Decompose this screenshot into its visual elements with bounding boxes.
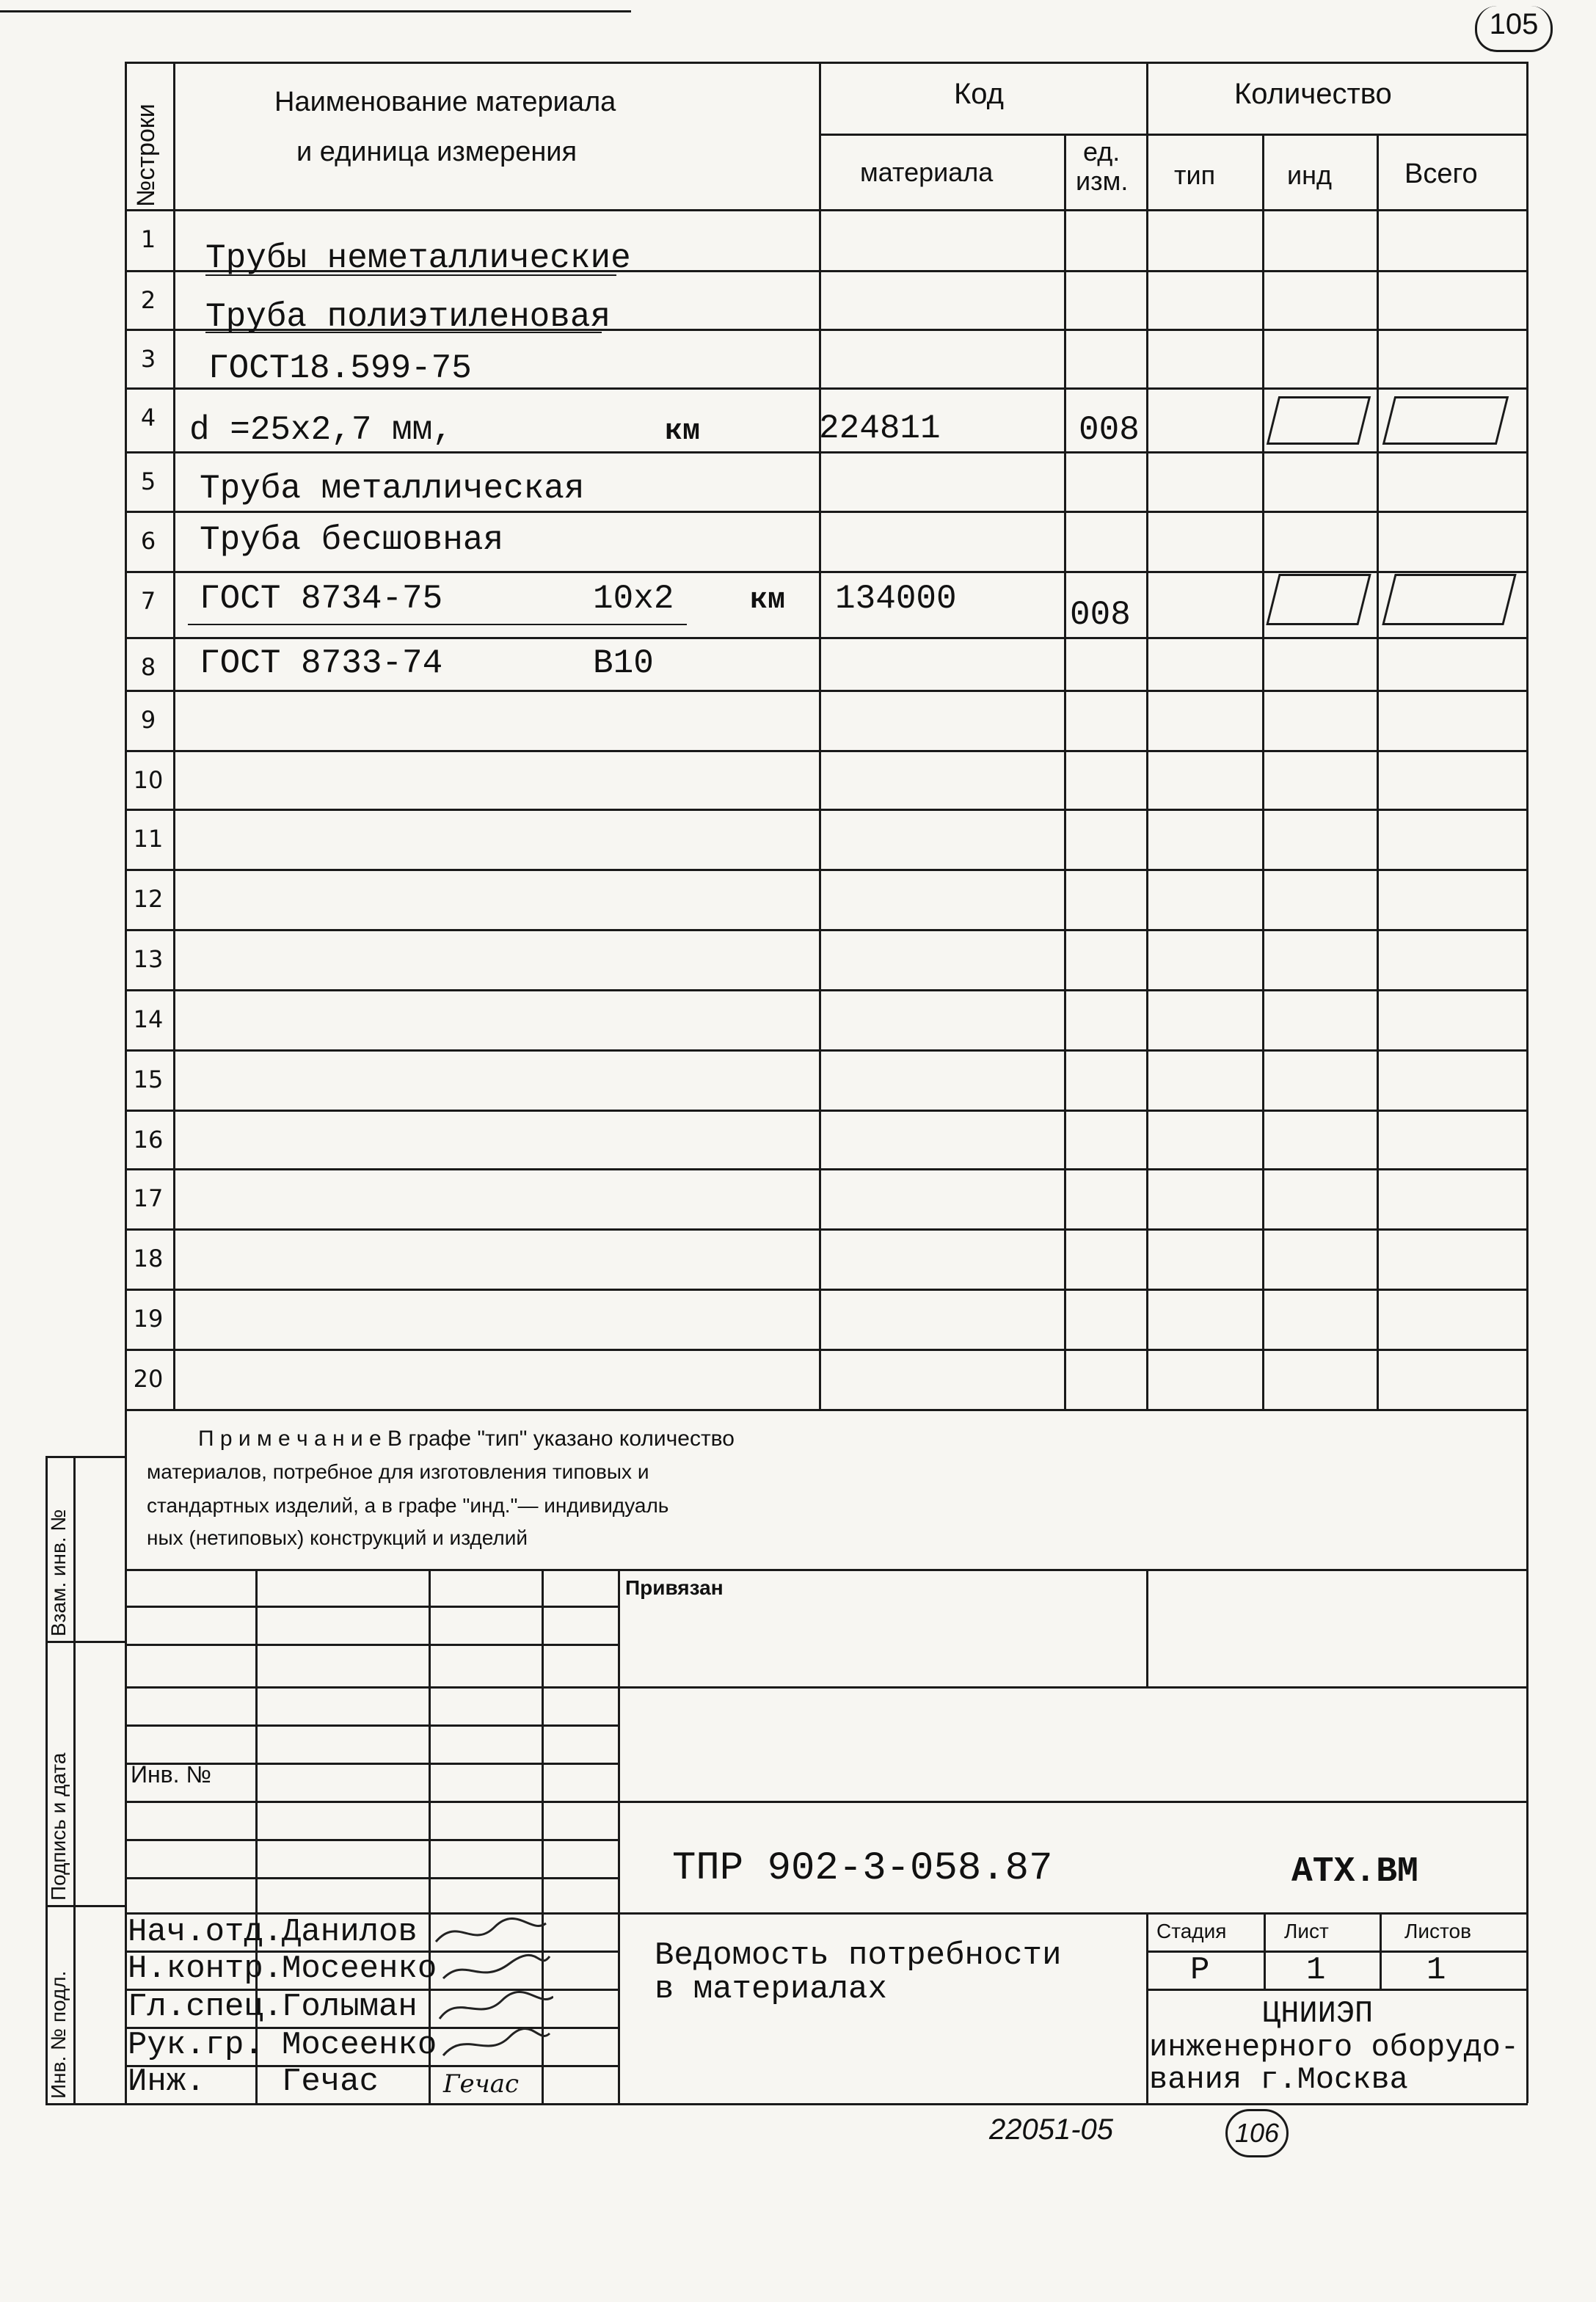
role-engineer: Инж. [128, 2064, 205, 2100]
note-line-1: П р и м е ч а н и е В графе "тип" указано количество [198, 1427, 735, 1451]
row-number: 15 [133, 1066, 164, 1093]
row-4-unit-code: 008 [1079, 411, 1140, 449]
row-separator [125, 809, 1528, 811]
header-name-line2: и единица измерения [296, 136, 577, 167]
row-number: 13 [133, 945, 164, 973]
header-unit-1: ед. [1083, 136, 1121, 167]
row-7-size: 10x2 [593, 580, 674, 618]
header-code: Код [954, 78, 1005, 110]
row-number: 5 [140, 467, 156, 495]
header-total: Всего [1404, 159, 1478, 189]
row-1-name: Трубы неметаллические [205, 239, 631, 277]
name-group-lead: Мосеенко [282, 2027, 437, 2064]
row-separator [125, 571, 1528, 573]
row-number: 3 [140, 345, 156, 373]
row-number: 16 [133, 1126, 164, 1154]
row-separator [125, 929, 1528, 931]
row-number: 14 [133, 1005, 164, 1033]
org-line-1: ЦНИИЭП [1262, 1996, 1374, 2031]
row-separator [125, 869, 1528, 871]
row-4-unit: км [665, 415, 701, 448]
row-number: 7 [140, 587, 156, 615]
header-material: материала [860, 157, 994, 187]
document-code: ТПР 902-3-058.87 [672, 1846, 1053, 1891]
document-mark: АТХ.ВМ [1291, 1852, 1418, 1892]
row-number: 2 [140, 286, 156, 314]
row-number: 4 [140, 404, 156, 431]
row-7-total-box [1382, 574, 1516, 625]
row-7-code: 134000 [835, 580, 957, 618]
row-separator [125, 387, 1528, 390]
row-7-name: ГОСТ 8734-75 [200, 580, 443, 618]
row-4-name: d =25x2,7 мм, [189, 411, 453, 449]
name-engineer: Гечас [282, 2064, 379, 2100]
note-line-3: стандартных изделий, а в графе "инд."— индивидуаль [147, 1494, 669, 1517]
note-line-4: ных (нетиповых) конструкций и изделий [147, 1526, 528, 1549]
row-separator [125, 1110, 1528, 1112]
row-separator [125, 989, 1528, 991]
row-separator [125, 637, 1528, 639]
sheets-header: Листов [1404, 1920, 1471, 1942]
row-7-unit: км [750, 584, 786, 617]
row-number: 1 [140, 225, 156, 253]
privyazan-label: Привязан [625, 1576, 724, 1599]
sheet-value: 1 [1306, 1952, 1326, 1989]
row-separator [125, 1349, 1528, 1351]
role-chief-spec: Гл.спец. [128, 1989, 283, 2025]
org-line-3: вания г.Москва [1149, 2062, 1408, 2097]
row-separator [125, 1168, 1528, 1170]
document-title-1: Ведомость потребности [655, 1937, 1062, 1974]
row-5-name: Труба металлическая [200, 470, 585, 508]
row-separator [125, 451, 1528, 454]
header-type: тип [1174, 160, 1216, 190]
document-title-2: в материалах [655, 1971, 887, 2008]
row-number: 6 [140, 527, 156, 555]
row-3-name: ГОСТ18.599-75 [208, 349, 472, 387]
role-norm-control: Н.контр. [128, 1950, 283, 1987]
row-number: 19 [133, 1305, 164, 1333]
row-separator [125, 1228, 1528, 1231]
name-head-dept: Данилов [282, 1914, 418, 1950]
header-quantity: Количество [1234, 78, 1392, 110]
row-4-type-box [1267, 396, 1371, 445]
row-number: 12 [133, 885, 164, 913]
row-number: 18 [133, 1245, 164, 1272]
side-label-sign-date: Подпись и дата [47, 1752, 70, 1901]
role-group-lead: Рук.гр. [128, 2027, 263, 2064]
row-8-size: В10 [593, 644, 654, 682]
row-2-name: Труба полиэтиленовая [205, 298, 611, 336]
inv-number-label: Инв. № [131, 1761, 211, 1788]
row-separator [125, 1049, 1528, 1052]
signature-engineer: Гечас [443, 2069, 520, 2099]
row-4-total-box [1382, 396, 1509, 445]
row-number: 9 [140, 706, 156, 734]
row-7-type-box [1266, 574, 1371, 625]
row-8-name: ГОСТ 8733-74 [200, 644, 443, 682]
footer-page-number: 106 [1225, 2109, 1289, 2157]
row-separator [125, 1409, 1528, 1411]
row-separator [125, 690, 1528, 692]
row-number: 11 [133, 825, 164, 853]
org-line-2: инженерного оборудо- [1149, 2030, 1520, 2065]
header-individual: инд [1287, 160, 1332, 190]
top-rule [0, 10, 631, 12]
sheet-header: Лист [1284, 1920, 1329, 1942]
row-number: 10 [133, 766, 164, 794]
header-unit-2: изм. [1076, 166, 1129, 196]
row-separator [125, 1289, 1528, 1291]
row-6-name: Труба бесшовная [200, 521, 504, 559]
header-name-line1: Наименование материала [274, 87, 616, 117]
role-head-dept: Нач.отд. [128, 1914, 283, 1950]
row-number: 17 [133, 1184, 164, 1212]
row-number: 8 [140, 653, 156, 681]
row-7-unit-code: 008 [1070, 596, 1131, 634]
row-separator [125, 750, 1528, 752]
signature-scribbles [429, 1912, 553, 2066]
row-4-code: 224811 [819, 409, 941, 448]
name-chief-spec: Голыман [282, 1989, 418, 2025]
header-row-number: №строки [132, 103, 160, 207]
stage-header: Стадия [1156, 1920, 1227, 1942]
side-label-inv: Инв. № подл. [47, 1970, 70, 2099]
row-number: 20 [133, 1365, 164, 1393]
name-norm-control: Мосеенко [282, 1950, 437, 1987]
note-line-2: материалов, потребное для изготовления типовых и [147, 1460, 649, 1483]
stage-value: Р [1190, 1952, 1210, 1989]
row-separator [125, 511, 1528, 513]
archive-number: 22051-05 [989, 2113, 1114, 2146]
sheets-value: 1 [1426, 1952, 1446, 1989]
side-label-replace: Взам. инв. № [47, 1509, 70, 1636]
page-corner-number: 105 [1475, 6, 1553, 52]
